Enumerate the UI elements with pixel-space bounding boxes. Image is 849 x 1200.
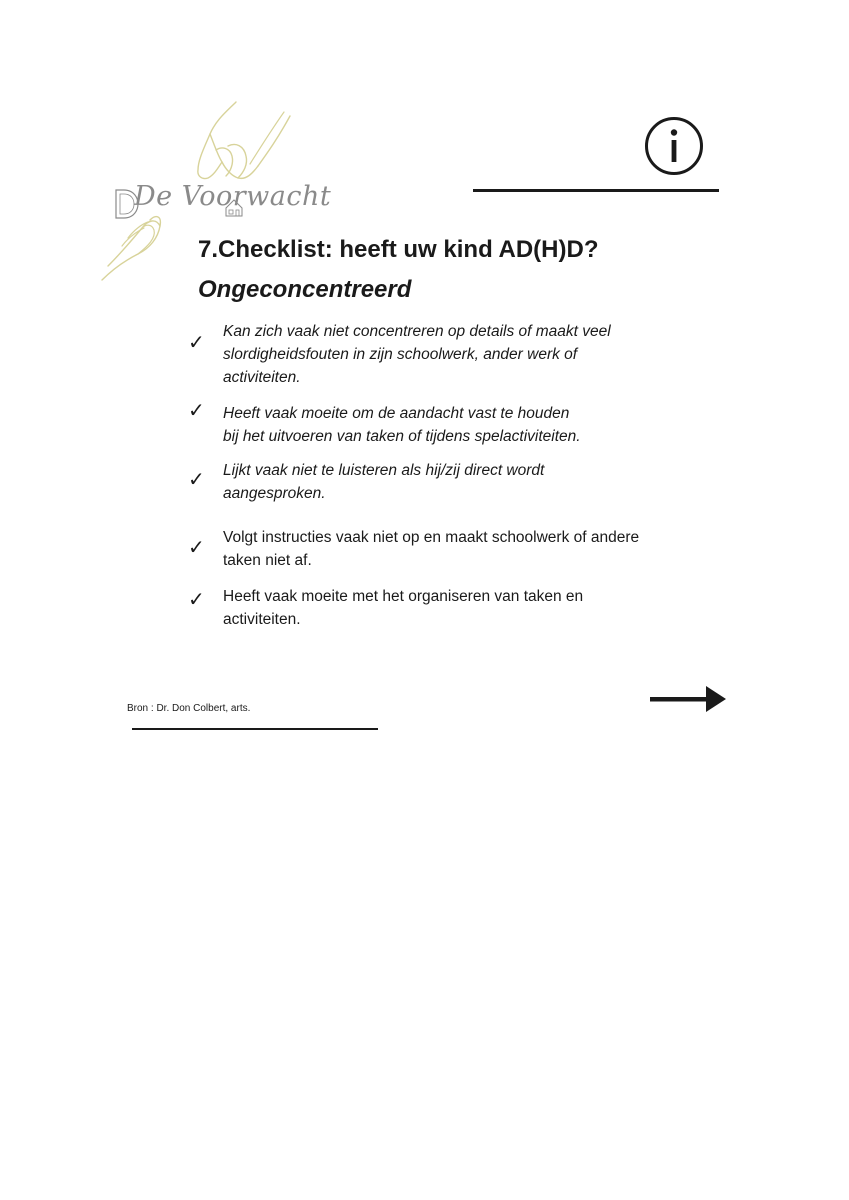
arrow-right-icon[interactable]: [648, 683, 728, 715]
checklist-item-text: [223, 320, 693, 389]
checkmark-icon: ✓: [188, 587, 205, 611]
info-icon: [644, 116, 704, 176]
text-line: aangesproken.: [223, 485, 326, 502]
text-line: Volgt instructies vaak niet op en maakt schoolwerk of andere: [223, 529, 640, 546]
text-line: taken niet af.: [223, 552, 312, 569]
checkmark-icon: ✓: [188, 330, 205, 354]
page-title: 7.Checklist: heeft uw kind AD(H)D?: [198, 236, 599, 263]
text-line: slordigheidsfouten in zijn schoolwerk, ander werk of: [223, 346, 578, 363]
text-line: activiteiten.: [223, 369, 301, 386]
checklist-item-text: [223, 585, 693, 631]
text-line: bij het uitvoeren van taken of tijdens spelactiviteiten.: [223, 428, 581, 445]
source-citation: Bron : Dr. Don Colbert, arts.: [127, 703, 251, 714]
checkmark-icon: ✓: [188, 467, 205, 491]
text-line: Heeft vaak moeite met het organiseren van taken en: [223, 588, 584, 605]
text-line: activiteiten.: [223, 611, 301, 628]
section-subtitle: Ongeconcentreerd: [198, 276, 412, 303]
checkmark-icon: ✓: [188, 398, 205, 422]
text-line: Lijkt vaak niet te luisteren als hij/zij direct wordt: [223, 462, 545, 479]
header-divider: [473, 189, 719, 192]
checklist-item-text: [223, 402, 693, 448]
text-line: Heeft vaak moeite om de aandacht vast te houden: [223, 405, 570, 422]
logo-text: De Voorwacht: [134, 181, 332, 212]
checkmark-icon: ✓: [188, 535, 205, 559]
text-line: Kan zich vaak niet concentreren op details of maakt veel: [223, 323, 611, 340]
footer-divider: [132, 728, 378, 730]
checklist-item-text: [223, 459, 693, 505]
checklist-item-text: [223, 526, 693, 572]
